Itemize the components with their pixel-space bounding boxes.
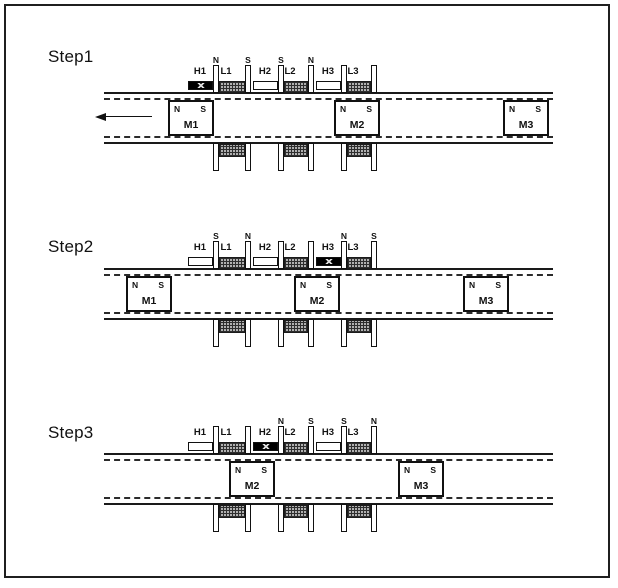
stator-bar-top [308,426,314,454]
magnet-label: M3 [413,480,429,492]
coil-l2-bottom [284,144,308,157]
sensor-label: H2 [258,242,272,253]
stator-bar-top [371,65,377,93]
magnet-label: M3 [518,119,534,131]
coil-pole-right: S [371,231,377,241]
stator-bar-top [308,65,314,93]
coil-l1-bottom [219,320,245,333]
magnet-label: M2 [309,295,325,307]
coil-l1-bottom [219,144,245,157]
stator-bar-bottom [245,504,251,532]
magnet-m3 [503,100,549,136]
stator-bar-bottom [371,143,377,171]
coil-l3-bottom [347,505,371,518]
magnet-pole-n: N [300,280,307,290]
stator-bar-top [371,426,377,454]
stator-bar-bottom [371,319,377,347]
magnet-pole-s: S [366,104,372,114]
sensor-label: H1 [193,427,207,438]
magnet-pole-s: S [430,465,436,475]
magnet-pole-s: S [535,104,541,114]
top-rail [104,453,553,455]
stator-bar-bottom [371,504,377,532]
magnet-pole-s: S [326,280,332,290]
coil-label: L1 [220,427,232,438]
hall-sensor-h2 [253,442,278,451]
coil-pole-left: N [340,231,348,241]
hall-sensor-h2 [253,257,278,266]
coil-label: L1 [220,66,232,77]
track-guide-top [104,459,553,461]
coil-l1-top [219,442,245,454]
stator-bar-bottom [245,319,251,347]
track-guide-bottom [104,497,553,499]
magnet-pole-s: S [158,280,164,290]
coil-label: L2 [284,66,296,77]
coil-pole-left: S [213,231,219,241]
sensor-label: H1 [193,66,207,77]
magnet-pole-n: N [340,104,347,114]
coil-l2-top [284,442,308,454]
magnet-m1 [126,276,172,312]
step-title: Step1 [48,47,94,66]
coil-pole-right: N [370,416,378,426]
bottom-rail [104,503,553,505]
hall-sensor-h3 [316,257,341,266]
bottom-rail [104,318,553,320]
coil-pole-right: N [307,55,315,65]
coil-pole-left: S [341,416,347,426]
bottom-rail [104,142,553,144]
magnet-label: M1 [183,119,199,131]
magnet-m2 [294,276,340,312]
hall-sensor-h1 [188,442,213,451]
hall-sensor-h3 [316,81,341,90]
coil-l3-top [347,257,371,269]
coil-pole-left: N [277,416,285,426]
track-guide-bottom [104,312,553,314]
magnet-m2 [334,100,380,136]
coil-label: L3 [347,427,359,438]
hall-sensor-h1 [188,81,213,90]
track-guide-bottom [104,136,553,138]
magnet-pole-n: N [404,465,411,475]
magnet-pole-n: N [235,465,242,475]
coil-pole-right: S [308,416,314,426]
coil-pole-left: S [278,55,284,65]
stator-bar-bottom [308,143,314,171]
stator-bar-top [371,241,377,269]
sensor-label: H1 [193,242,207,253]
magnet-m3 [398,461,444,497]
top-rail [104,268,553,270]
coil-pole-left: N [212,55,220,65]
arrowhead-icon [95,113,106,121]
coil-label: L2 [284,242,296,253]
coil-label: L1 [220,242,232,253]
magnet-label: M3 [478,295,494,307]
magnet-label: M1 [141,295,157,307]
magnet-pole-n: N [509,104,516,114]
coil-l2-top [284,81,308,93]
coil-l1-top [219,81,245,93]
stator-bar-top [245,65,251,93]
magnet-pole-s: S [495,280,501,290]
stator-bar-top [245,241,251,269]
hall-sensor-h1 [188,257,213,266]
sensor-label: H3 [321,66,335,77]
step-title: Step2 [48,237,94,256]
magnet-label: M2 [244,480,260,492]
magnet-m1 [168,100,214,136]
magnet-m3 [463,276,509,312]
coil-l2-top [284,257,308,269]
stator-bar-top [245,426,251,454]
sensor-label: H2 [258,427,272,438]
magnet-pole-s: S [261,465,267,475]
coil-l1-top [219,257,245,269]
magnet-pole-n: N [469,280,476,290]
magnet-label: M2 [349,119,365,131]
stator-bar-top [308,241,314,269]
sensor-label: H2 [258,66,272,77]
top-rail [104,92,553,94]
stator-bar-bottom [308,504,314,532]
coil-l2-bottom [284,320,308,333]
coil-l1-bottom [219,505,245,518]
step-title: Step3 [48,423,94,442]
magnet-m2 [229,461,275,497]
coil-label: L2 [284,427,296,438]
sensor-label: H3 [321,427,335,438]
coil-label: L3 [347,242,359,253]
coil-l3-top [347,442,371,454]
magnet-pole-n: N [174,104,181,114]
hall-sensor-h2 [253,81,278,90]
coil-l3-bottom [347,144,371,157]
coil-label: L3 [347,66,359,77]
coil-l3-top [347,81,371,93]
coil-l3-bottom [347,320,371,333]
magnet-pole-n: N [132,280,139,290]
magnet-pole-s: S [200,104,206,114]
stator-bar-bottom [308,319,314,347]
coil-pole-right: S [245,55,251,65]
direction-arrow [104,116,152,117]
coil-l2-bottom [284,505,308,518]
hall-sensor-h3 [316,442,341,451]
stator-bar-bottom [245,143,251,171]
coil-pole-right: N [244,231,252,241]
sensor-label: H3 [321,242,335,253]
